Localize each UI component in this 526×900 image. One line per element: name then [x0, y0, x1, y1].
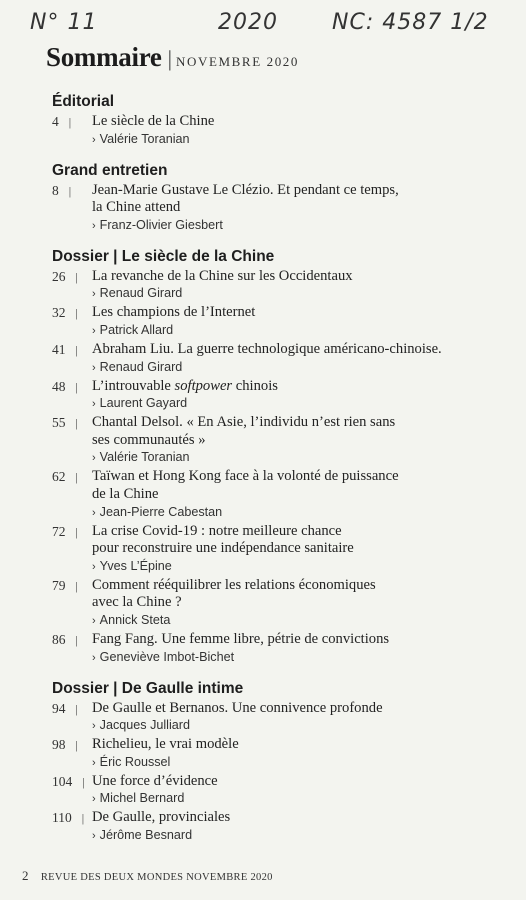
page-separator: | — [75, 524, 78, 539]
article-author — [92, 322, 502, 340]
page-footer — [22, 868, 273, 884]
entry-page-number: 26 — [52, 268, 66, 284]
entry-page-cell — [52, 268, 92, 287]
section-title: Éditorial — [52, 93, 115, 110]
article-title-line: Le siècle de la Chine — [92, 113, 215, 129]
entry-page-number: 48 — [52, 378, 66, 394]
article-title-line: Comment rééquilibrer les relations économiques — [92, 576, 376, 593]
chevron-right-icon: › — [92, 720, 96, 733]
article-author — [92, 612, 502, 630]
article-title-line: L’introuvable softpower chinois — [92, 377, 278, 394]
toc-section — [52, 92, 502, 149]
chevron-right-icon: › — [92, 288, 96, 301]
chevron-right-icon: › — [92, 614, 96, 627]
entry-page-number: 79 — [52, 577, 66, 593]
entry-page-number: 4 — [52, 114, 59, 129]
chevron-right-icon: › — [92, 133, 96, 146]
chevron-right-icon: › — [92, 756, 96, 769]
chevron-right-icon: › — [92, 452, 96, 465]
article-author — [92, 754, 502, 772]
entry-body — [92, 268, 502, 304]
footer-page-number: 2 — [22, 868, 29, 883]
entry-body — [92, 809, 502, 845]
entry-body — [92, 773, 502, 809]
page-separator: | — [68, 183, 72, 198]
article-title-line: ses communautés » — [92, 431, 206, 448]
entry-page-cell — [52, 414, 92, 433]
author-name: Jean-Pierre Cabestan — [99, 504, 223, 519]
page-separator: | — [75, 379, 78, 394]
entry-page-cell — [52, 700, 92, 719]
author-name: Jacques Julliard — [99, 718, 190, 733]
page-separator: | — [81, 811, 85, 826]
author-name: Renaud Girard — [99, 286, 183, 301]
author-name: Jérôme Besnard — [99, 827, 193, 842]
entry-body — [92, 378, 502, 414]
title-separator: | — [167, 46, 172, 71]
chevron-right-icon: › — [92, 793, 96, 806]
article-title-line: Fang Fang. Une femme libre, pétrie de convictions — [92, 630, 390, 647]
article-title-line: De Gaulle et Bernanos. Une connivence profonde — [92, 699, 383, 716]
handwritten-annotations — [0, 4, 526, 44]
toc-entry — [52, 736, 502, 772]
toc-entry — [52, 268, 502, 304]
entry-body — [92, 182, 502, 235]
table-of-contents — [52, 92, 502, 857]
article-title-line: la Chine attend — [92, 199, 181, 216]
chevron-right-icon: › — [92, 651, 96, 664]
toc-entry — [52, 414, 502, 467]
entry-page-cell — [52, 468, 92, 487]
entry-page-number: 72 — [52, 523, 66, 539]
entry-body — [92, 700, 502, 736]
toc-entry — [52, 809, 502, 845]
entry-page-number: 55 — [52, 415, 66, 431]
toc-entry — [52, 182, 502, 235]
article-title-line: Taïwan et Hong Kong face à la volonté de puissance — [92, 468, 399, 485]
author-name: Franz-Olivier Giesbert — [99, 217, 223, 232]
entry-body — [92, 577, 502, 630]
chevron-right-icon: › — [92, 361, 96, 374]
entry-page-cell — [52, 113, 92, 132]
toc-entry — [52, 700, 502, 736]
page-separator: | — [75, 470, 78, 485]
author-name: Éric Roussel — [99, 754, 171, 769]
entry-page-number: 98 — [52, 737, 66, 753]
page-separator: | — [75, 416, 78, 431]
page-title: Sommaire — [46, 42, 162, 72]
toc-section — [52, 247, 502, 667]
issue-date: NOVEMBRE 2020 — [176, 54, 299, 69]
entry-body — [92, 341, 502, 377]
chevron-right-icon: › — [92, 324, 96, 337]
article-author — [92, 217, 502, 235]
article-title-line: La revanche de la Chine sur les Occidentaux — [92, 267, 353, 284]
chevron-right-icon: › — [92, 398, 96, 411]
entry-body — [92, 113, 502, 149]
section-title: Dossier | De Gaulle intime — [52, 679, 244, 697]
toc-entry — [52, 523, 502, 576]
entry-body — [92, 414, 502, 467]
section-title: Dossier | Le siècle de la Chine — [52, 247, 275, 265]
section-title: Grand entretien — [52, 161, 168, 179]
author-name: Laurent Gayard — [99, 396, 188, 411]
entry-page-number: 8 — [52, 182, 59, 198]
entry-page-number: 32 — [52, 305, 66, 321]
author-name: Annick Steta — [99, 612, 171, 627]
entry-page-cell — [52, 577, 92, 596]
entry-page-cell — [52, 736, 92, 755]
handwritten-year: 2020 — [218, 10, 278, 35]
article-author — [92, 285, 502, 303]
article-title-line: avec la Chine ? — [92, 594, 182, 611]
chevron-right-icon: › — [92, 506, 96, 519]
article-author — [92, 827, 502, 845]
page-separator: | — [75, 701, 78, 716]
author-name: Yves L’Épine — [99, 558, 172, 573]
article-author — [92, 131, 502, 149]
entry-page-cell — [52, 523, 92, 542]
footer-text: REVUE DES DEUX MONDES NOVEMBRE 2020 — [40, 872, 273, 883]
entry-page-number: 86 — [52, 631, 66, 647]
page-separator: | — [75, 269, 78, 284]
author-name: Valérie Toranian — [99, 450, 190, 465]
entry-page-number: 62 — [52, 469, 66, 485]
article-title-line: Une force d’évidence — [92, 772, 218, 789]
toc-section — [52, 161, 502, 235]
page-separator: | — [75, 632, 78, 647]
handwritten-number: N° 11 — [30, 10, 98, 35]
article-title-line: De Gaulle, provinciales — [92, 809, 231, 826]
author-name: Renaud Girard — [99, 359, 183, 374]
chevron-right-icon: › — [92, 560, 96, 573]
entry-body — [92, 468, 502, 521]
handwritten-reference: NC: 4587 1/2 — [332, 10, 489, 35]
entry-page-cell — [52, 809, 92, 828]
entry-page-cell — [52, 182, 92, 201]
article-author — [92, 504, 502, 522]
article-title-line: Richelieu, le vrai modèle — [92, 736, 239, 753]
article-author — [92, 395, 502, 413]
entry-page-number: 104 — [52, 773, 73, 789]
article-title-line: Chantal Delsol. « En Asie, l’individu n’est rien sans — [92, 414, 396, 431]
article-author — [92, 790, 502, 808]
entry-page-cell — [52, 773, 92, 792]
entry-body — [92, 523, 502, 576]
toc-entry — [52, 304, 502, 340]
entry-body — [92, 631, 502, 667]
article-author — [92, 359, 502, 377]
entry-page-number: 94 — [52, 700, 66, 716]
page-separator: | — [68, 115, 72, 129]
page-header — [46, 42, 299, 73]
toc-entry — [52, 631, 502, 667]
toc-entry — [52, 468, 502, 521]
article-author — [92, 449, 502, 467]
author-name: Patrick Allard — [99, 322, 174, 337]
toc-entry — [52, 378, 502, 414]
entry-page-number: 41 — [52, 341, 66, 357]
author-name: Valérie Toranian — [99, 131, 190, 146]
article-author — [92, 558, 502, 576]
toc-entry — [52, 341, 502, 377]
page-separator: | — [75, 738, 78, 753]
article-title-line: Les champions de l’Internet — [92, 304, 256, 321]
entry-page-cell — [52, 341, 92, 360]
chevron-right-icon: › — [92, 219, 96, 232]
toc-entry — [52, 773, 502, 809]
author-name: Michel Bernard — [99, 791, 185, 806]
page-separator: | — [82, 774, 85, 789]
article-title-line: pour reconstruire une indépendance sanitaire — [92, 540, 354, 557]
article-title-line: de la Chine — [92, 485, 159, 502]
toc-entry — [52, 113, 502, 149]
author-name: Geneviève Imbot-Bichet — [99, 649, 235, 664]
entry-body — [92, 736, 502, 772]
toc-section — [52, 679, 502, 845]
article-author — [92, 717, 502, 735]
toc-entry — [52, 577, 502, 630]
page-separator: | — [75, 342, 78, 357]
entry-body — [92, 304, 502, 340]
page-separator: | — [75, 306, 78, 321]
article-title-line: Abraham Liu. La guerre technologique américano-chinoise. — [92, 340, 442, 357]
article-title-line: La crise Covid-19 : notre meilleure chance — [92, 522, 342, 539]
article-author — [92, 649, 502, 667]
chevron-right-icon: › — [92, 829, 96, 842]
page-separator: | — [75, 578, 78, 593]
article-title-line: Jean-Marie Gustave Le Clézio. Et pendant ce temps, — [92, 181, 399, 198]
entry-page-cell — [52, 378, 92, 397]
entry-page-cell — [52, 304, 92, 323]
entry-page-cell — [52, 631, 92, 650]
entry-page-number: 110 — [52, 810, 72, 826]
